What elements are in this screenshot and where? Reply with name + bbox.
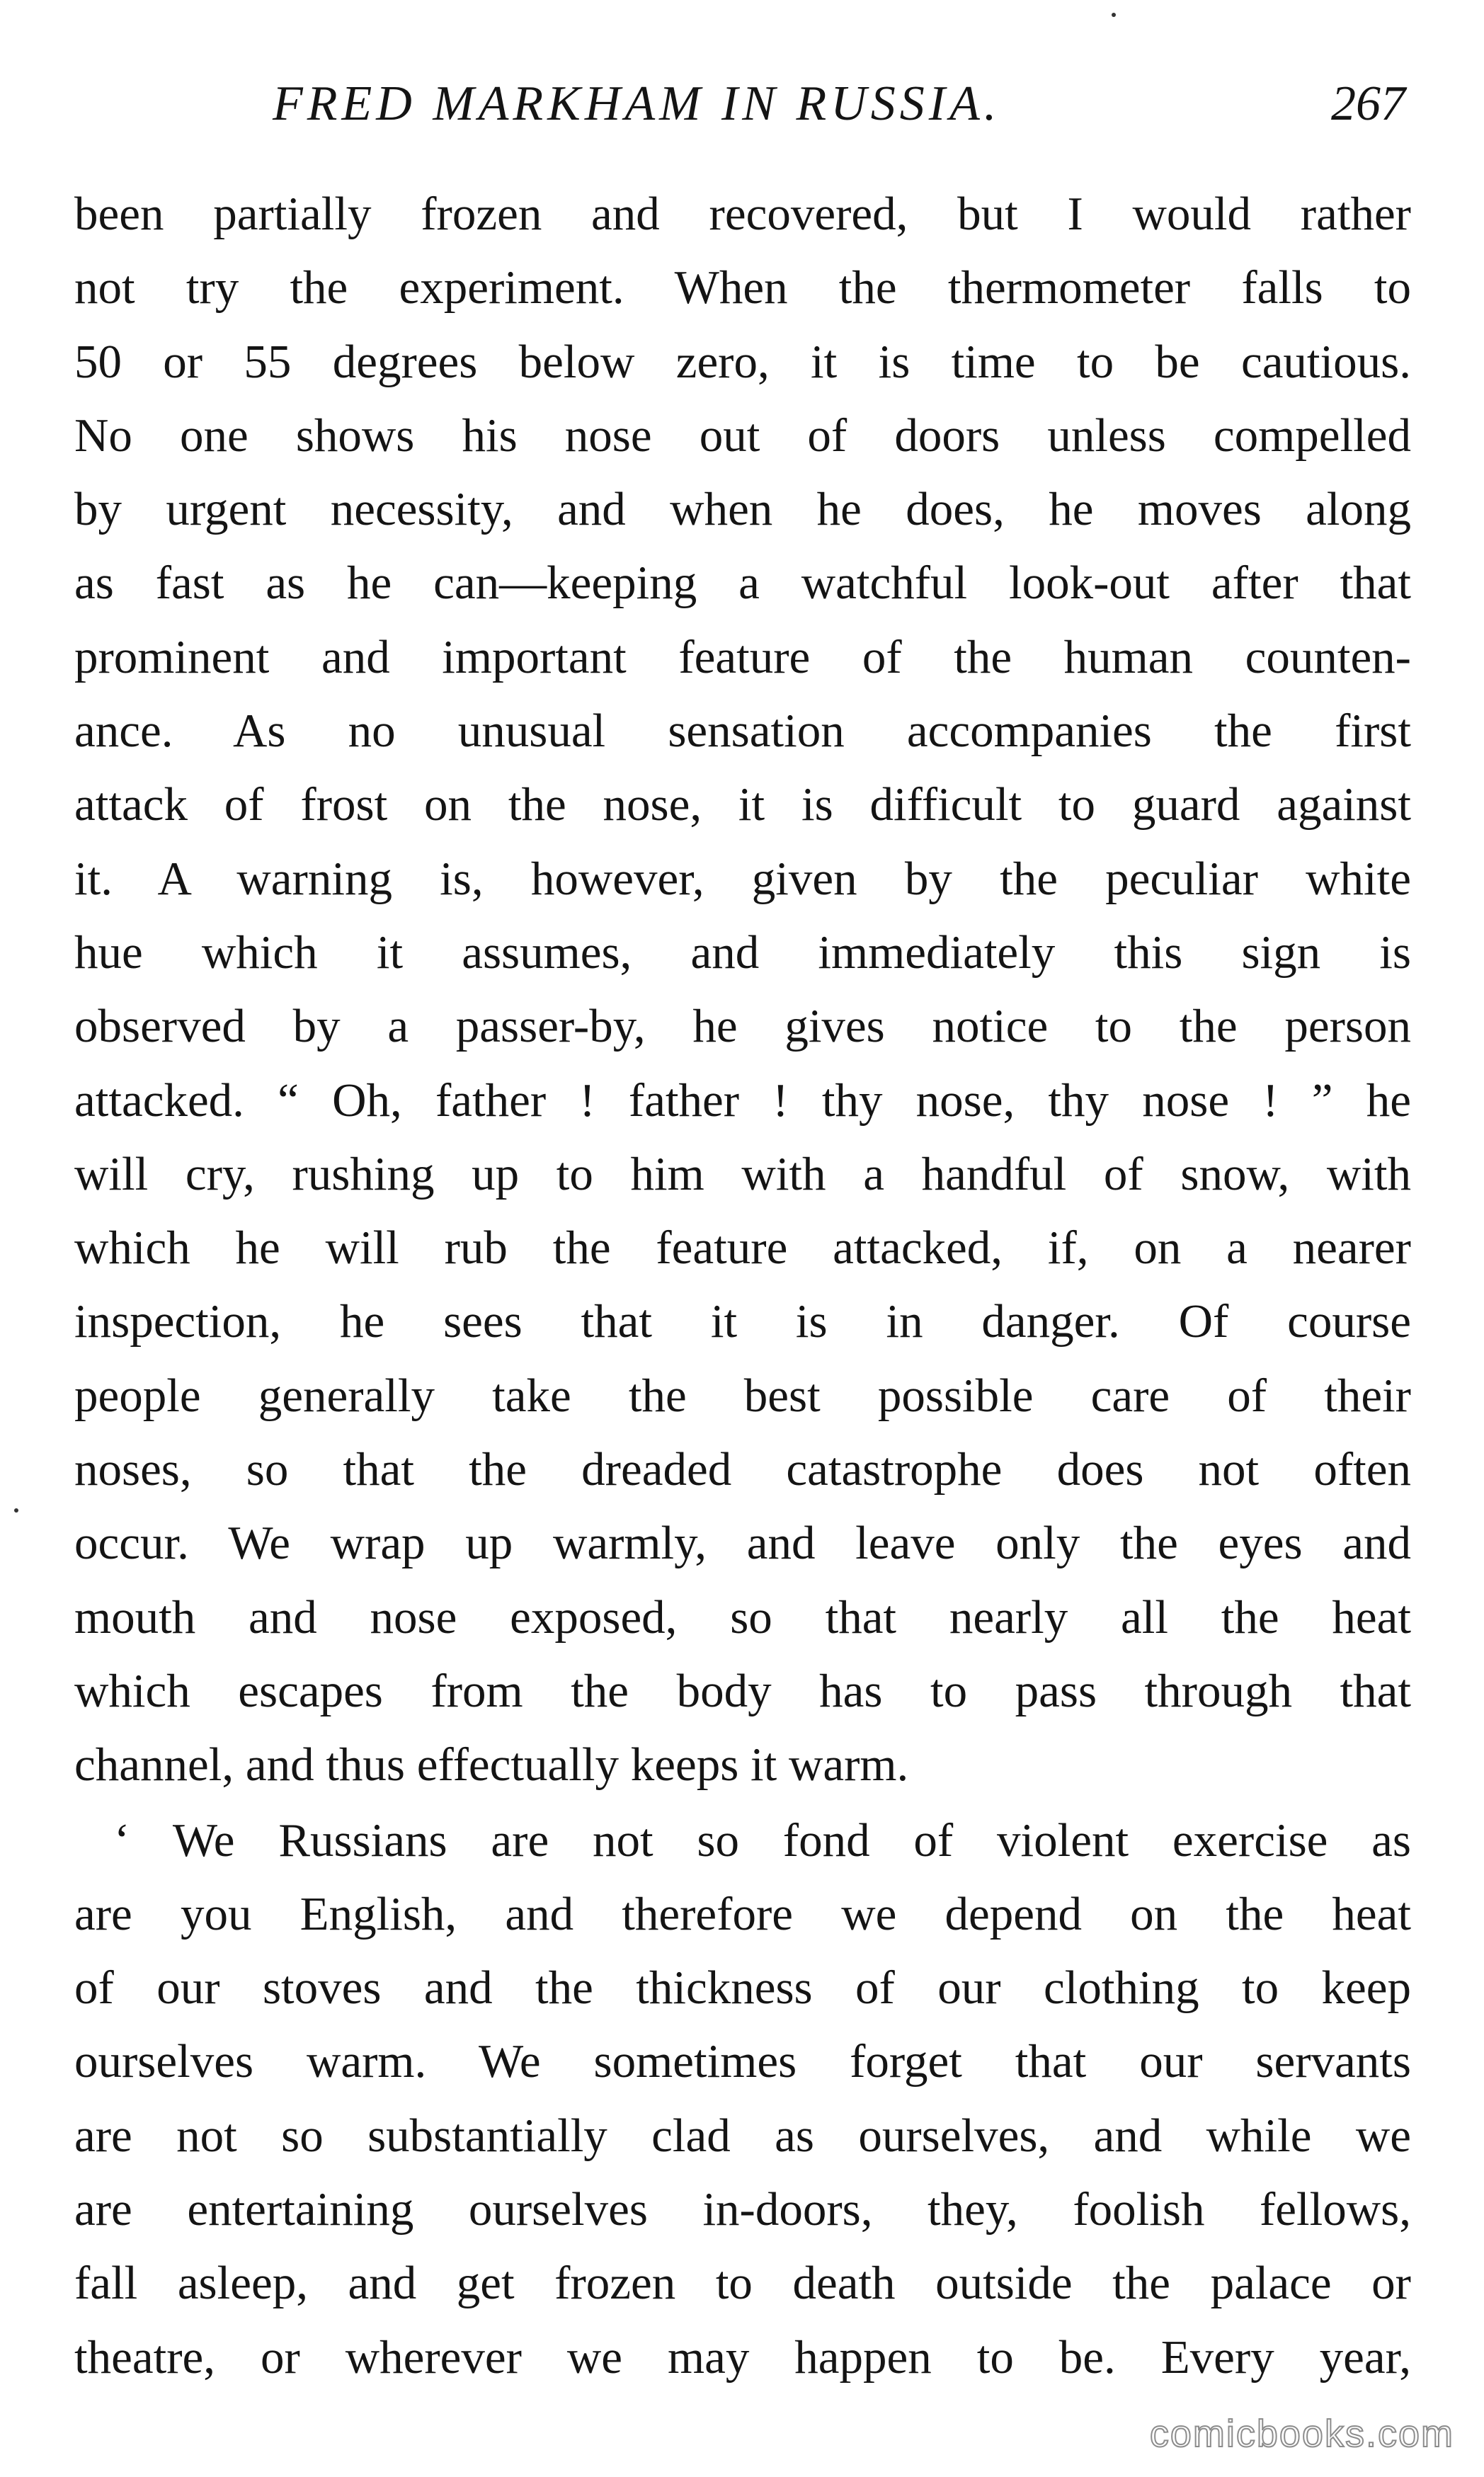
text-line: people generally take the best possible care of their — [74, 1369, 1411, 1422]
text-line: ance. As no unusual sensation accompanies the first — [74, 705, 1411, 758]
text-line: attack of frost on the nose, it is difficult to guard against — [74, 778, 1411, 831]
scan-speck — [14, 1508, 18, 1513]
text-line: of our stoves and the thickness of our clothing to keep — [74, 1961, 1411, 2015]
text-line: not try the experiment. When the thermometer falls to — [74, 261, 1411, 314]
page-number: 267 — [1331, 76, 1405, 131]
running-title: FRED MARKHAM IN RUSSIA. — [273, 76, 1001, 131]
text-line: theatre, or wherever we may happen to be. Every year, — [74, 2330, 1411, 2384]
text-line: ‘ We Russians are not so fond of violent exercise as — [114, 1813, 1411, 1867]
text-line: noses, so that the dreaded catastrophe does not often — [74, 1443, 1411, 1496]
text-line: hue which it assumes, and immediately this sign is — [74, 926, 1411, 979]
paragraph-1 — [74, 177, 1411, 1802]
text-line: inspection, he sees that it is in danger. Of course — [74, 1295, 1411, 1348]
text-line: channel, and thus effectually keeps it warm. — [74, 1738, 909, 1792]
text-line: are you English, and therefore we depend on the heat — [74, 1887, 1411, 1940]
text-line: attacked. “ Oh, father ! father ! thy nose, thy nose ! ” he — [74, 1074, 1411, 1127]
text-line: fall asleep, and get frozen to death outside the palace or — [74, 2257, 1411, 2310]
text-line: mouth and nose exposed, so that nearly all the heat — [74, 1590, 1411, 1644]
text-line: are not so substantially clad as ourselves, and while we — [74, 2109, 1411, 2162]
page-header — [74, 65, 1412, 143]
text-line: as fast as he can—keeping a watchful look-out after that — [74, 557, 1411, 610]
body-text — [74, 177, 1411, 2394]
text-line: will cry, rushing up to him with a handful of snow, with — [74, 1147, 1411, 1200]
paragraph-2 — [74, 1804, 1411, 2394]
watermark: comicbooks.com — [1149, 2413, 1454, 2455]
text-line: ourselves warm. We sometimes forget that our servants — [74, 2035, 1411, 2088]
text-line: it. A warning is, however, given by the peculiar white — [74, 852, 1411, 905]
text-line: 50 or 55 degrees below zero, it is time to be cautious. — [74, 335, 1411, 388]
text-line: which escapes from the body has to pass through that — [74, 1664, 1411, 1717]
text-line: prominent and important feature of the human counten- — [74, 630, 1411, 683]
scan-speck — [1112, 13, 1116, 17]
text-line: No one shows his nose out of doors unless compelled — [74, 409, 1411, 462]
text-line: by urgent necessity, and when he does, he moves along — [74, 483, 1411, 536]
text-line: which he will rub the feature attacked, if, on a nearer — [74, 1222, 1411, 1275]
text-line: are entertaining ourselves in-doors, they, foolish fellows, — [74, 2183, 1411, 2236]
text-line: occur. We wrap up warmly, and leave only the eyes and — [74, 1517, 1411, 1570]
text-line: observed by a passer-by, he gives notice to the person — [74, 1000, 1411, 1053]
text-line: been partially frozen and recovered, but I would rather — [74, 188, 1411, 240]
